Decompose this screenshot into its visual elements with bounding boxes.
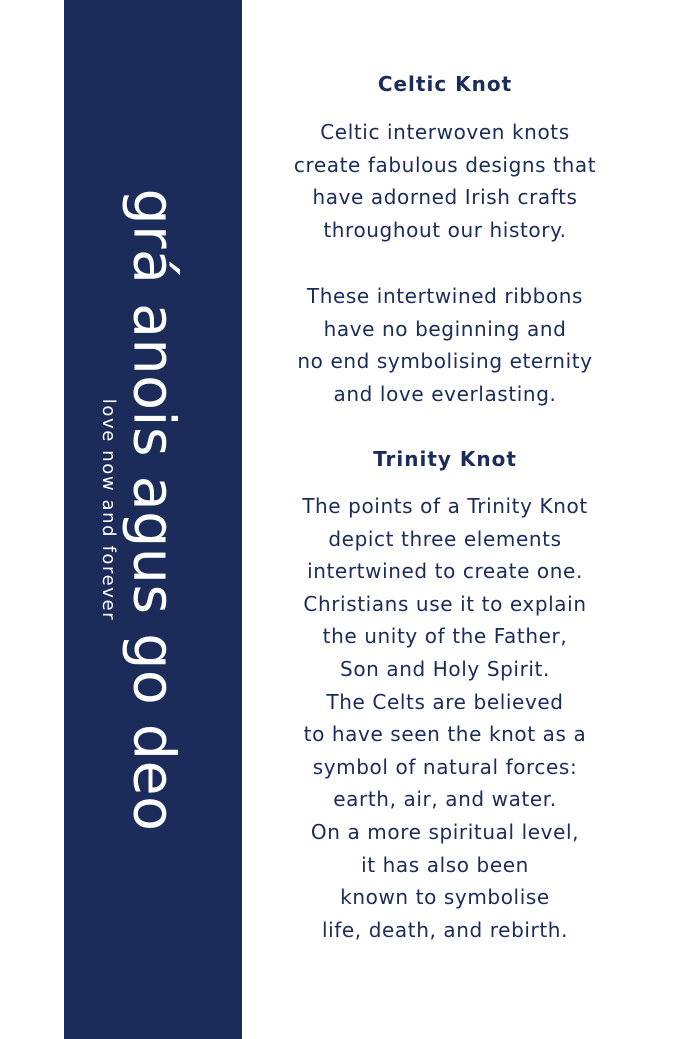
trinity-knot-heading: Trinity Knot xyxy=(373,447,517,471)
celtic-knot-paragraph-1 xyxy=(262,116,628,246)
text-line: depict three elements xyxy=(328,526,562,551)
text-line: Christians use it to explain xyxy=(303,591,587,616)
text-line: create fabulous designs that xyxy=(293,152,597,177)
text-line: symbol of natural forces: xyxy=(312,754,578,779)
celtic-knot-heading: Celtic Knot xyxy=(377,72,513,96)
text-line: intertwined to create one. xyxy=(307,559,583,584)
text-line: On a more spiritual level, xyxy=(310,819,580,844)
trinity-knot-paragraph xyxy=(262,490,628,946)
text-line: The Celts are believed xyxy=(326,689,564,714)
text-line: These intertwined ribbons xyxy=(306,284,584,308)
text-line: it has also been xyxy=(361,852,529,877)
text-line: Celtic interwoven knots xyxy=(320,120,570,144)
sidebar-title: grá anois agus go deo xyxy=(120,188,187,832)
sidebar-subtitle: love now and forever xyxy=(98,398,119,622)
text-line: earth, air, and water. xyxy=(333,787,557,812)
text-line: life, death, and rebirth. xyxy=(321,917,569,942)
text-line: known to symbolise xyxy=(340,885,550,910)
text-line: no end symbolising eternity xyxy=(297,349,593,374)
text-line: have no beginning and xyxy=(323,316,567,341)
text-line: the unity of the Father, xyxy=(322,624,568,649)
celtic-knot-paragraph-2 xyxy=(262,280,628,410)
text-line: throughout our history. xyxy=(323,217,567,242)
text-line: The points of a Trinity Knot xyxy=(302,494,588,518)
text-line: Son and Holy Spirit. xyxy=(340,656,550,681)
text-line: to have seen the knot as a xyxy=(303,722,587,747)
text-line: and love everlasting. xyxy=(333,381,557,406)
text-line: have adorned Irish crafts xyxy=(312,185,578,210)
